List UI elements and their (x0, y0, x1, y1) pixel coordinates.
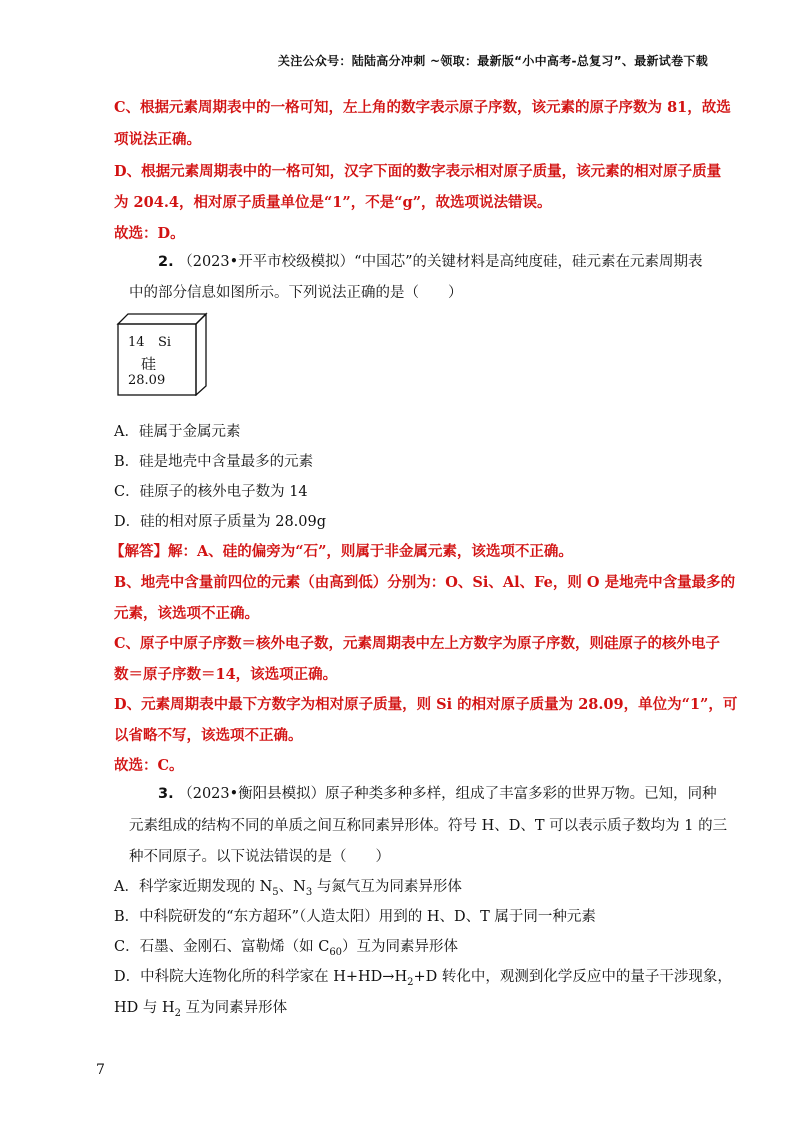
prev-answer-choice: 故选：D。 (114, 225, 185, 242)
q3-option-c (114, 937, 458, 963)
element-mass: 28.09 (128, 373, 166, 388)
q2-answer-d-line2: 以省略不写，该选项不正确。 (114, 727, 303, 744)
answer-a-text: 解：A、硅的偏旁为“石”，则属于非金属元素，该选项不正确。 (168, 543, 573, 560)
prev-answer-d-line2: 为 204.4，相对原子质量单位是“1”，不是“g”，故选项说法错误。 (114, 194, 552, 211)
prev-answer-c-line2: 项说法正确。 (114, 131, 201, 148)
q2-stem-text: （2023•开平市校级模拟）“中国芯”的关键材料是高纯度硅，硅元素在元素周期表 (178, 254, 703, 270)
q3-option-a (114, 877, 462, 903)
prev-answer-c-line1: C、根据元素周期表中的一格可知，左上角的数字表示原子序数，该元素的原子序数为 81，故选 (114, 99, 731, 116)
q2-stem-line2: 中的部分信息如图所示。下列说法正确的是（ ） (129, 285, 463, 301)
q3-option-a-text1: A．科学家近期发现的 N (114, 879, 273, 895)
q2-answer-c-line1: C、原子中原子序数＝核外电子数，元素周期表中左上方数字为原子序数，则硅原子的核外电子 (114, 635, 721, 652)
q2-option-b: B．硅是地壳中含量最多的元素 (114, 454, 314, 470)
q3-option-d-line2 (114, 998, 287, 1024)
q3-number: 3. (158, 786, 174, 802)
q3-option-d-text3: HD 与 H (114, 1000, 175, 1016)
q3-option-d-text2: +D 转化中，观测到化学反应中的量子干涉现象， (413, 969, 732, 985)
q3-stem-text: （2023•衡阳县模拟）原子种类多种多样，组成了丰富多彩的世界万物。已知，同种 (178, 786, 717, 802)
q2-option-d: D．硅的相对原子质量为 28.09g (114, 514, 327, 530)
q3-option-c-text1: C．石墨、金刚石、富勒烯（如 C (114, 939, 330, 955)
q3-option-d-text1: D．中科院大连物化所的科学家在 H+HD→H (114, 969, 408, 985)
prev-answer-d-line1: D、根据元素周期表中的一格可知，汉字下面的数字表示相对原子质量，该元素的相对原子质量 (114, 163, 722, 180)
q2-number: 2. (158, 254, 174, 270)
element-name: 硅 (141, 355, 157, 373)
q3-option-a-sub2: 3 (305, 886, 313, 898)
q3-option-d-sub2: 2 (174, 1007, 182, 1019)
q2-stem-line1 (158, 252, 703, 272)
q3-stem-line3: 种不同原子。以下说法错误的是（ ） (129, 849, 390, 865)
q2-option-a: A．硅属于金属元素 (114, 424, 241, 440)
q3-option-a-text3: 与氮气互为同素异形体 (312, 879, 462, 895)
q2-answer-a-line (110, 542, 573, 562)
q3-option-b: B．中科院研发的“东方超环”（人造太阳）用到的 H、D、T 属于同一种元素 (114, 909, 596, 925)
q2-answer-choice: 故选：C。 (114, 757, 184, 774)
answer-tag: 【解答】 (110, 543, 168, 560)
q3-option-a-sub1: 5 (272, 886, 279, 898)
q2-answer-c-line2: 数＝原子序数＝14，该选项正确。 (114, 666, 338, 683)
q2-option-c: C．硅原子的核外电子数为 14 (114, 484, 308, 500)
page-header: 关注公众号：陆陆高分冲刺 ~领取：最新版“小中高考-总复习”、最新试卷下载 (277, 54, 708, 68)
q3-stem-line2: 元素组成的结构不同的单质之间互称同素异形体。符号 H、D、T 可以表示质子数均为 1 的三 (129, 818, 728, 834)
q2-answer-d-line1: D、元素周期表中最下方数字为相对原子质量，则 Si 的相对原子质量为 28.09，单位为“1”，可 (114, 696, 738, 713)
element-symbol: Si (158, 335, 172, 350)
q3-option-a-text2: 、N (278, 879, 306, 895)
q3-stem-line1 (158, 784, 717, 804)
page-number: 7 (96, 1062, 105, 1078)
q2-answer-b-line1: B、地壳中含量前四位的元素（由高到低）分别为：O、Si、Al、Fe，则 O 是地壳中含量最多的 (114, 574, 736, 591)
element-atomic-number: 14 (128, 335, 145, 350)
q2-answer-b-line2: 元素，该选项不正确。 (114, 605, 259, 622)
q3-option-c-text2: ）互为同素异形体 (342, 939, 459, 955)
q3-option-d-line1 (114, 967, 732, 993)
element-cell-figure (110, 308, 210, 396)
q3-option-d-text4: 互为同素异形体 (181, 1000, 288, 1016)
q3-option-c-sub: 60 (329, 946, 343, 958)
q3-option-d-sub1: 2 (407, 976, 414, 988)
